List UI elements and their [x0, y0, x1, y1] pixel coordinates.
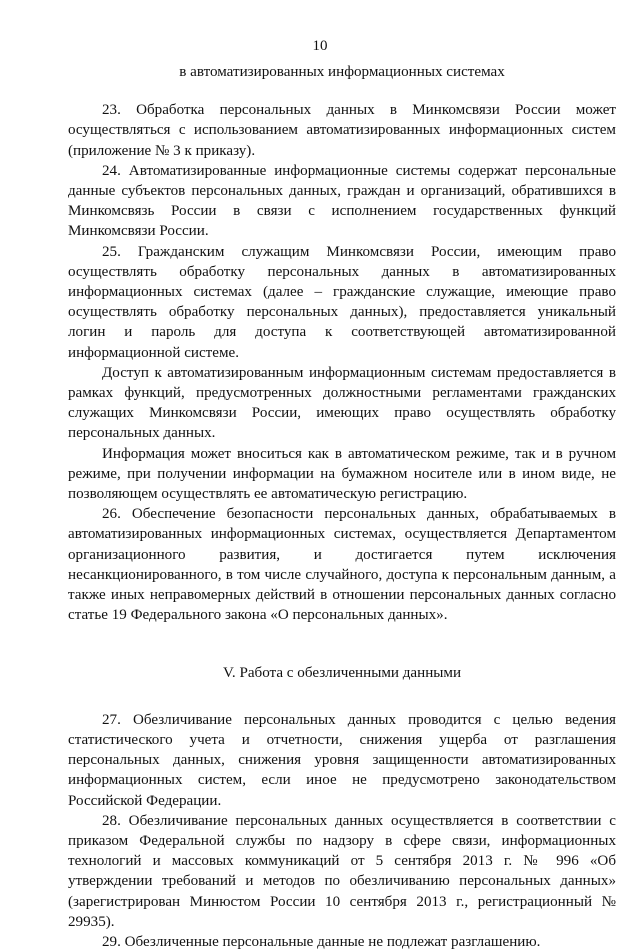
paragraph-29: 29. Обезличенные персональные данные не подлежат разглашению. [102, 933, 541, 950]
document-body [68, 62, 616, 952]
paragraph-26: 26. Обеспечение безопасности персональных данных, обрабатываемых в автоматизированных информационных системах, осуществляется Департаментом организационного развития, и достигается путем исключения несанкционированного, в том числе случайного, доступа к персональным данным, а также иных неправомерных действий в отношении персональных данных согласно статье 19 Федерального закона «О персональных данных». [68, 506, 616, 624]
page-number: 10 [312, 38, 328, 54]
paragraph-25-access: Доступ к автоматизированным информационным системам предоставляется в рамках функций, предусмотренных должностными регламентами гражданских служащих Минкомсвязи России, имеющих право осуществлять обработку персональных данных. [68, 364, 616, 442]
paragraph-25-input: Информация может вноситься как в автоматическом режиме, так и в ручном режиме, при получении информации на бумажном носителе или в ином виде, не позволяющем осуществлять ее автоматическую регистрацию. [68, 445, 616, 503]
paragraph-28: 28. Обезличивание персональных данных осуществляется в соответствии с приказом Федеральной службы по надзору в сфере связи, информационных технологий и массовых коммуникаций от 5 сентября 2013 г. № 996 «Об утверждении требований и методов по обезличиванию персональных данных» (зарегистрирован Минюстом России 10 сентября 2013 г., регистрационный № 29935). [68, 812, 616, 930]
paragraph-23: 23. Обработка персональных данных в Минкомсвязи России может осуществляться с использованием автоматизированных информационных систем (приложение № 3 к приказу). [68, 102, 616, 159]
paragraph-25: 25. Гражданским служащим Минкомсвязи России, имеющим право осуществлять обработку персональных данных в автоматизированных информационных системах (далее – гражданские служащие, имеющие право осуществлять обработку персональных данных), предоставляется уникальный логин и пароль для доступа к соответствующей автоматизированной информационной системе. [68, 243, 616, 361]
section-continuation-line: в автоматизированных информационных системах [179, 64, 505, 80]
section-heading: V. Работа с обезличенными данными [222, 665, 462, 682]
paragraph-27: 27. Обезличивание персональных данных проводится с целью ведения статистического учета и отчетности, снижения ущерба от разглашения персональных данных, снижения уровня защищенности автоматизированных информационных систем, если иное не предусмотрено законодательством Российской Федерации. [68, 711, 616, 809]
paragraph-24: 24. Автоматизированные информационные системы содержат персональные данные субъектов персональных данных, граждан и организаций, обратившихся в Минкомсвязь России в связи с исполнением государственных функций Минкомсвязи России. [68, 162, 616, 240]
